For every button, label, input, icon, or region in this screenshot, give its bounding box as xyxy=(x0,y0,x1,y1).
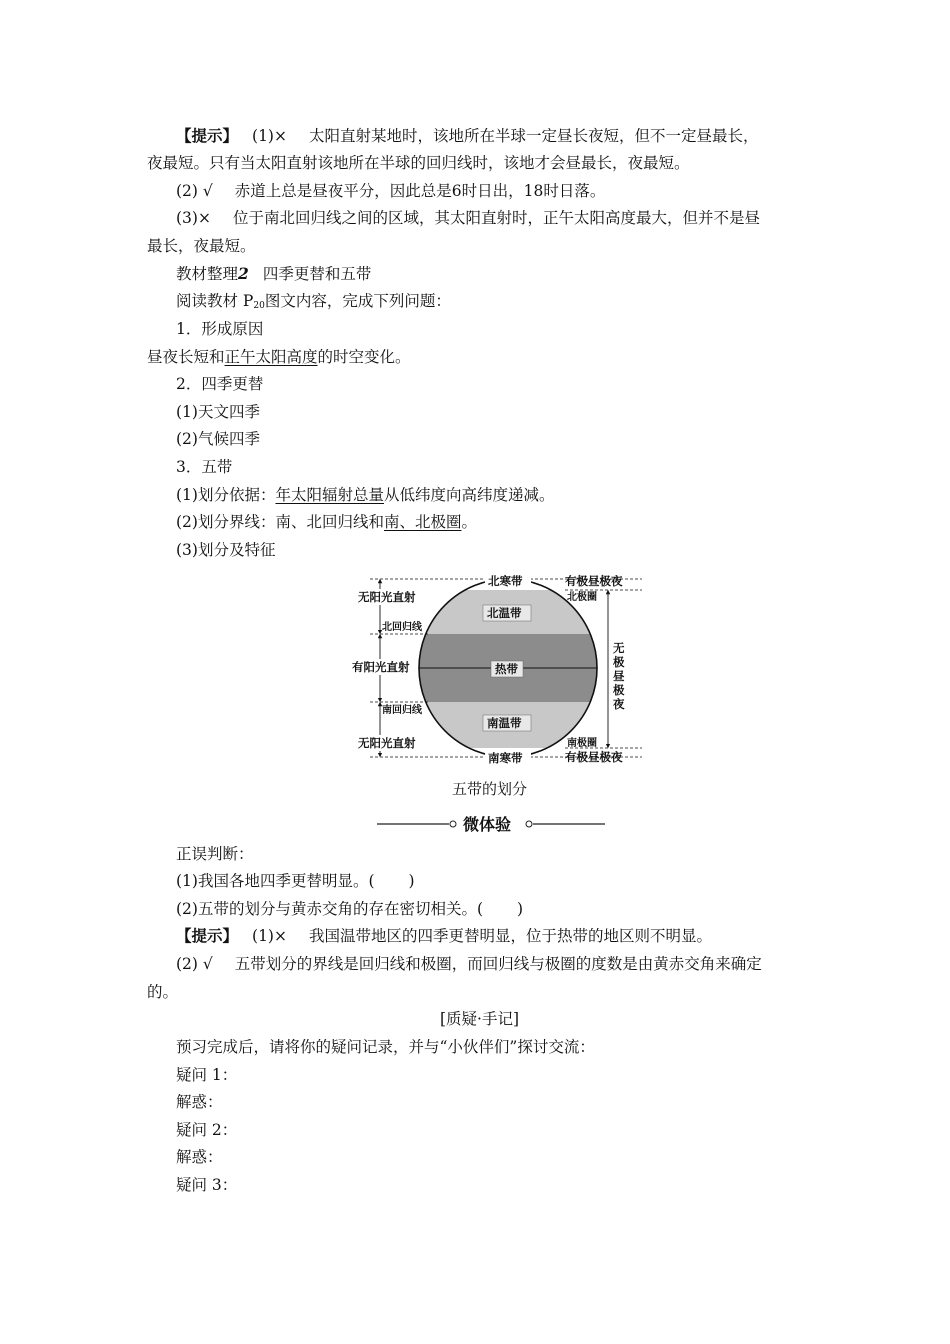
section-title xyxy=(176,264,371,284)
hint-item2 xyxy=(176,181,605,201)
intro-b: 图文内容，完成下列问题： xyxy=(264,292,451,310)
label-arctic-circle: 北极圈 xyxy=(567,592,597,603)
boundary-b: 。 xyxy=(461,513,477,531)
boundary-a: (2)划分界线：南、北回归线和 xyxy=(176,513,384,531)
heading-seasons: 2．四季更替 xyxy=(176,375,264,393)
notes-title: [质疑·手记] xyxy=(440,1010,520,1028)
quiz-a1-mark: (1)× xyxy=(252,927,287,945)
quiz-answer-2 xyxy=(176,954,762,974)
hint-paragraph-1 xyxy=(176,126,758,146)
heading-five-zones: 3．五带 xyxy=(176,458,233,476)
quiz-answer-1 xyxy=(176,926,712,946)
hint-item1-mark: (1)× xyxy=(252,127,287,145)
label-direct: 有阳光直射 xyxy=(352,660,410,674)
seasons-item-2: (2)气候四季 xyxy=(176,430,260,448)
boundary-underlined: 南、北极圈 xyxy=(383,513,462,531)
banner-micro-experience xyxy=(377,812,605,836)
quiz-q1-end: ) xyxy=(408,872,415,890)
label-no-polar-5: 夜 xyxy=(613,697,625,711)
quiz-a1-text: 我国温带地区的四季更替明显，位于热带的地区则不明显。 xyxy=(308,927,712,945)
label-no-polar-4: 极 xyxy=(613,683,625,697)
label-north-frigid: 北寒带 xyxy=(488,574,523,588)
notes-answer-1: 解惑： xyxy=(176,1093,223,1111)
five-zones-diagram xyxy=(350,570,650,770)
quiz-hint-label: 【提示】 xyxy=(176,926,239,945)
cause-b: 的时空变化。 xyxy=(317,348,411,366)
label-no-direct-bottom: 无阳光直射 xyxy=(358,736,416,750)
hint-item1-continued: 夜最短。只有当太阳直射该地所在半球的回归线时，该地才会昼最长，夜最短。 xyxy=(147,154,690,172)
quiz-label: 正误判断： xyxy=(176,845,254,863)
label-no-polar-2: 极 xyxy=(613,655,625,669)
intro-a: 阅读教材 P xyxy=(176,292,254,310)
section-title-b: 四季更替和五带 xyxy=(262,265,372,283)
quiz-q2-text: (2)五带的划分与黄赤交角的存在密切相关。( xyxy=(176,900,484,918)
section-title-number: 2 xyxy=(238,264,249,283)
hint-item3-mark: (3)× xyxy=(176,209,211,227)
basis-b: 从低纬度向高纬度递减。 xyxy=(383,486,555,504)
notes-intro: 预习完成后，请将你的疑问记录，并与“小伙伴们”探讨交流： xyxy=(176,1038,595,1056)
label-south-frigid: 南寒带 xyxy=(488,751,523,765)
quiz-q2 xyxy=(176,899,523,919)
quiz-a2-text: 五带划分的界线是回归线和极圈，而回归线与极圈的度数是由黄赤交角来确定 xyxy=(234,955,762,973)
label-polar-top: 有极昼极夜 xyxy=(565,574,623,588)
label-tropic-capricorn: 南回归线 xyxy=(382,705,422,716)
label-no-direct-top: 无阳光直射 xyxy=(358,590,416,604)
quiz-q1-text: (1)我国各地四季更替明显。( xyxy=(176,872,375,890)
label-tropical: 热带 xyxy=(495,662,518,676)
label-south-temperate: 南温带 xyxy=(487,716,522,730)
zones-features: (3)划分及特征 xyxy=(176,541,276,559)
hint-label: 【提示】 xyxy=(176,126,239,145)
label-no-polar-1: 无 xyxy=(613,641,625,655)
hint-item1-text: 太阳直射某地时，该地所在半球一定昼长夜短，但不一定昼最长， xyxy=(308,127,759,145)
seasons-item-1: (1)天文四季 xyxy=(176,403,260,421)
label-no-polar-3: 昼 xyxy=(613,669,625,683)
quiz-answer-2-continued: 的。 xyxy=(147,983,179,1001)
cause-text xyxy=(147,347,411,367)
cause-a: 昼夜长短和 xyxy=(147,348,225,366)
section-intro xyxy=(176,291,451,316)
section-title-a: 教材整理 xyxy=(176,265,239,283)
hint-item2-text: 赤道上总是昼夜平分，因此总是6时日出，18时日落。 xyxy=(234,182,606,200)
intro-page-subscript: 20 xyxy=(253,301,265,311)
hint-item3-continued: 最长，夜最短。 xyxy=(147,237,256,255)
quiz-q2-end: ) xyxy=(517,900,524,918)
diagram-caption: 五带的划分 xyxy=(452,780,528,798)
label-antarctic-circle: 南极圈 xyxy=(567,738,597,749)
zones-boundary xyxy=(176,512,477,532)
basis-a: (1)划分依据： xyxy=(176,486,276,504)
zones-basis xyxy=(176,485,555,505)
label-polar-bottom: 有极昼极夜 xyxy=(565,750,623,764)
hint-item3-text: 位于南北回归线之间的区域，其太阳直射时，正午太阳高度最大，但并不是昼 xyxy=(232,209,760,227)
heading-cause: 1．形成原因 xyxy=(176,320,264,338)
quiz-a2-mark: (2) √ xyxy=(176,955,213,973)
label-north-temperate: 北温带 xyxy=(487,606,522,620)
hint-item2-mark: (2) √ xyxy=(176,182,213,200)
basis-underlined: 年太阳辐射总量 xyxy=(275,486,384,504)
notes-answer-2: 解惑： xyxy=(176,1148,223,1166)
quiz-q1 xyxy=(176,871,415,891)
cause-underlined: 正午太阳高度 xyxy=(224,348,318,366)
notes-question-3: 疑问 3： xyxy=(176,1176,238,1194)
label-tropic-cancer: 北回归线 xyxy=(382,622,422,633)
notes-question-2: 疑问 2： xyxy=(176,1121,238,1139)
banner-title: 微体验 xyxy=(463,815,512,834)
hint-item3 xyxy=(176,208,760,228)
notes-question-1: 疑问 1： xyxy=(176,1066,238,1084)
